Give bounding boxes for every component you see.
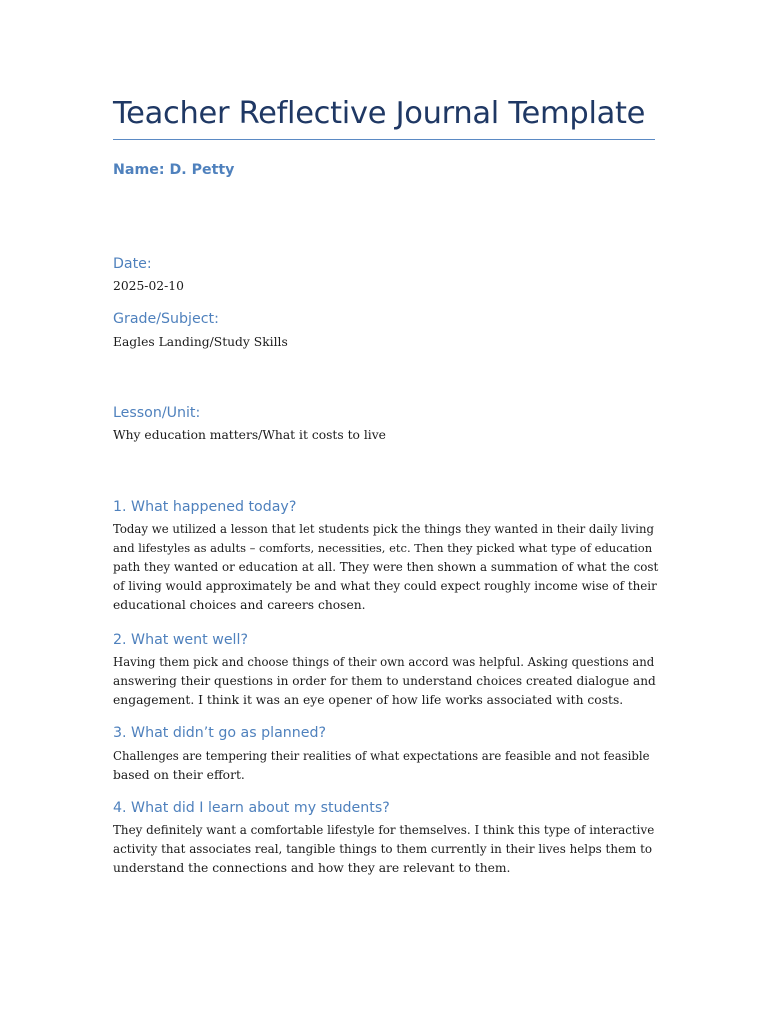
answer-line: based on their effort. [113, 768, 245, 782]
question-2-heading: 2. What went well? [113, 632, 248, 648]
question-1-answer [113, 520, 658, 615]
answer-line: They definitely want a comfortable lifestyle for themselves. I think this type of interactive [113, 823, 655, 837]
answer-line: activity that associates real, tangible things to them currently in their lives helps them to [113, 842, 653, 856]
date-value: 2025-02-10 [113, 279, 184, 293]
question-3-heading: 3. What didn’t go as planned? [113, 725, 327, 741]
answer-line: engagement. I think it was an eye opener of how life works associated with costs. [113, 693, 624, 707]
document-title: Teacher Reflective Journal Template [113, 96, 646, 131]
lesson-unit-label: Lesson/Unit: [113, 405, 201, 421]
date-label: Date: [113, 256, 152, 272]
grade-subject-label: Grade/Subject: [113, 311, 219, 327]
answer-line: answering their questions in order for them to understand choices created dialogue and [113, 674, 656, 688]
question-1-heading: 1. What happened today? [113, 499, 297, 515]
lesson-unit-value: Why education matters/What it costs to live [113, 428, 386, 442]
grade-subject-value: Eagles Landing/Study Skills [113, 335, 288, 349]
answer-line: Having them pick and choose things of their own accord was helpful. Asking questions and [113, 655, 655, 669]
answer-line: Today we utilized a lesson that let students pick the things they wanted in their daily living [113, 522, 654, 536]
title-underline [113, 139, 655, 140]
question-4-answer [113, 821, 658, 878]
answer-line: Challenges are tempering their realities of what expectations are feasible and not feasible [113, 749, 650, 763]
answer-line: educational choices and careers chosen. [113, 598, 366, 612]
question-2-answer [113, 653, 658, 710]
answer-line: path they wanted or education at all. They were then shown a summation of what the cost [113, 560, 659, 574]
answer-line: and lifestyles as adults – comforts, necessities, etc. Then they picked what type of education [113, 541, 653, 555]
answer-line: understand the connections and how they are relevant to them. [113, 861, 511, 875]
question-3-answer [113, 747, 658, 785]
question-4-heading: 4. What did I learn about my students? [113, 800, 390, 816]
name-label: Name: D. Petty [113, 162, 235, 178]
answer-line: of living would approximately be and what they could expect roughly income wise of their [113, 579, 657, 593]
